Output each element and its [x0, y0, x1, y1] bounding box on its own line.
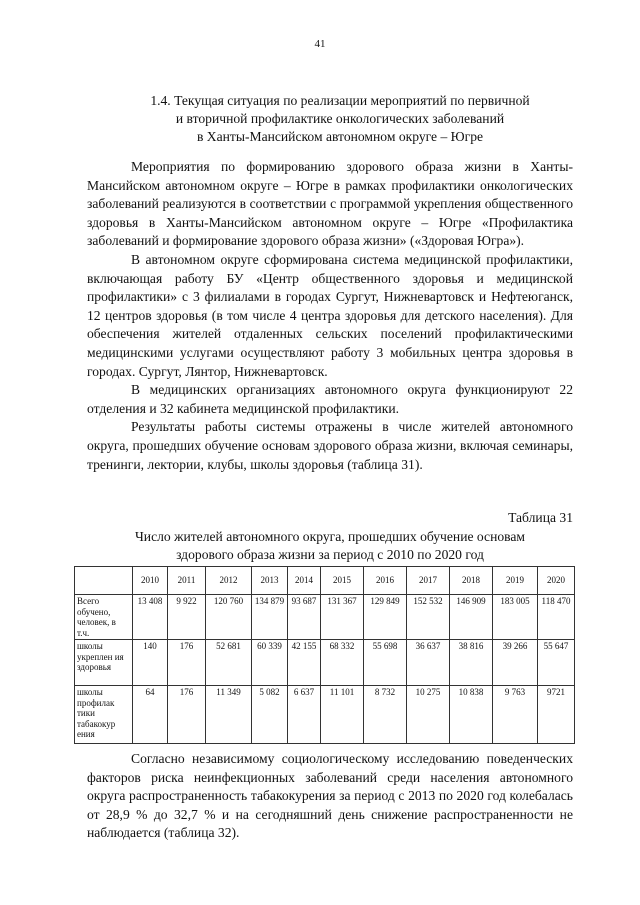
- table-caption: [87, 528, 573, 564]
- paragraph: В медицинских организациях автономного округа функционируют 22 отделения и 32 кабинета медицинской профилактики.: [87, 382, 573, 416]
- table-corner-cell: [75, 567, 133, 595]
- table-cell: 6 637: [288, 686, 321, 744]
- page-number: 41: [314, 38, 326, 50]
- year-header: 2018: [450, 567, 493, 595]
- caption-line: Число жителей автономного округа, прошедших обучение основам: [134, 529, 526, 544]
- table-row: [75, 686, 575, 744]
- row-label: Всего обучено, человек, в т.ч.: [75, 595, 133, 640]
- table-cell: 60 339: [252, 640, 288, 686]
- table-cell: 5 082: [252, 686, 288, 744]
- year-header: 2011: [168, 567, 206, 595]
- paragraph: Результаты работы системы отражены в числе жителей автономного округа, прошедших обучение основам здорового образа жизни, включая семинары, тренинги, лектории, клубы, школы здоровья (таблица 31).: [87, 419, 573, 472]
- table-cell: 11 101: [321, 686, 364, 744]
- table-cell: 152 532: [407, 595, 450, 640]
- year-header: 2016: [364, 567, 407, 595]
- table-cell: 134 879: [252, 595, 288, 640]
- year-header: 2017: [407, 567, 450, 595]
- table-cell: 8 732: [364, 686, 407, 744]
- table-cell: 93 687: [288, 595, 321, 640]
- table-row: [75, 640, 575, 686]
- year-header: 2012: [206, 567, 252, 595]
- body-text: [87, 158, 573, 474]
- heading-line: и вторичной профилактике онкологических заболеваний: [175, 111, 505, 126]
- paragraph: Согласно независимому социологическому исследованию поведенческих факторов риска неинфекционных заболеваний среди населения автономного округа распространенность табакокурения за период с 2013 по 2020 год колебалась от 28,9 % до 32,7 % и на сегодняшний день снижение распространенности не наблюдается (таблица 32).: [87, 751, 573, 841]
- year-header: 2013: [252, 567, 288, 595]
- heading-line: в Ханты-Мансийском автономном округе – Югре: [196, 129, 484, 144]
- table-cell: 39 266: [493, 640, 538, 686]
- paragraph: В автономном округе сформирована система медицинской профилактики, включающая работу БУ «Центр общественного здоровья и медицинской профилактики» с 3 филиалами в городах Сургут, Нижневартовск и Нефтеюганск, 12 центров здоровья (в том числе 4 центра здоровья для детского населения). Для обеспечения жителей отдаленных сельских поселений профилактическими медицинскими услугами осуществляют работу 3 мобильных центра здоровья в городах. Сургут, Лянтор, Нижневартовск.: [87, 251, 573, 379]
- table-cell: 52 681: [206, 640, 252, 686]
- table-cell: 9 763: [493, 686, 538, 744]
- table-cell: 9721: [538, 686, 575, 744]
- table-cell: 64: [133, 686, 168, 744]
- data-table: [74, 566, 575, 744]
- year-header: 2010: [133, 567, 168, 595]
- table-cell: 118 470: [538, 595, 575, 640]
- year-header: 2014: [288, 567, 321, 595]
- table-cell: 176: [168, 686, 206, 744]
- table-cell: 176: [168, 640, 206, 686]
- table-cell: 36 637: [407, 640, 450, 686]
- caption-line: здорового образа жизни за период с 2010 по 2020 год: [176, 547, 484, 562]
- table-row: [75, 595, 575, 640]
- table-cell: 13 408: [133, 595, 168, 640]
- table-cell: 11 349: [206, 686, 252, 744]
- table-cell: 9 922: [168, 595, 206, 640]
- table-cell: 55 698: [364, 640, 407, 686]
- table-cell: 10 838: [450, 686, 493, 744]
- table-cell: 120 760: [206, 595, 252, 640]
- body-text-after-table: [87, 750, 573, 843]
- table-cell: 129 849: [364, 595, 407, 640]
- year-header: 2019: [493, 567, 538, 595]
- table-label: Таблица 31: [508, 510, 573, 525]
- table-cell: 131 367: [321, 595, 364, 640]
- section-heading: [100, 92, 580, 146]
- table-cell: 55 647: [538, 640, 575, 686]
- row-label: школы укреплен ия здоровья: [75, 640, 133, 686]
- table-cell: 38 816: [450, 640, 493, 686]
- table-cell: 10 275: [407, 686, 450, 744]
- table-header-row: [75, 567, 575, 595]
- paragraph: Мероприятия по формированию здорового образа жизни в Ханты-Мансийском автономном округе – Югре в рамках профилактики онкологических заболеваний реализуются в соответствии с программой укрепления общественного здоровья в Ханты-Мансийском автономном округе – Югре «Профилактика заболеваний и формирование здорового образа жизни» («Здоровая Югра»).: [87, 159, 573, 249]
- table-cell: 146 909: [450, 595, 493, 640]
- year-header: 2015: [321, 567, 364, 595]
- heading-line: 1.4. Текущая ситуация по реализации мероприятий по первичной: [150, 93, 530, 108]
- table-cell: 183 005: [493, 595, 538, 640]
- table-cell: 140: [133, 640, 168, 686]
- year-header: 2020: [538, 567, 575, 595]
- table-cell: 68 332: [321, 640, 364, 686]
- row-label: школы профилак тики табакокур ения: [75, 686, 133, 744]
- table-cell: 42 155: [288, 640, 321, 686]
